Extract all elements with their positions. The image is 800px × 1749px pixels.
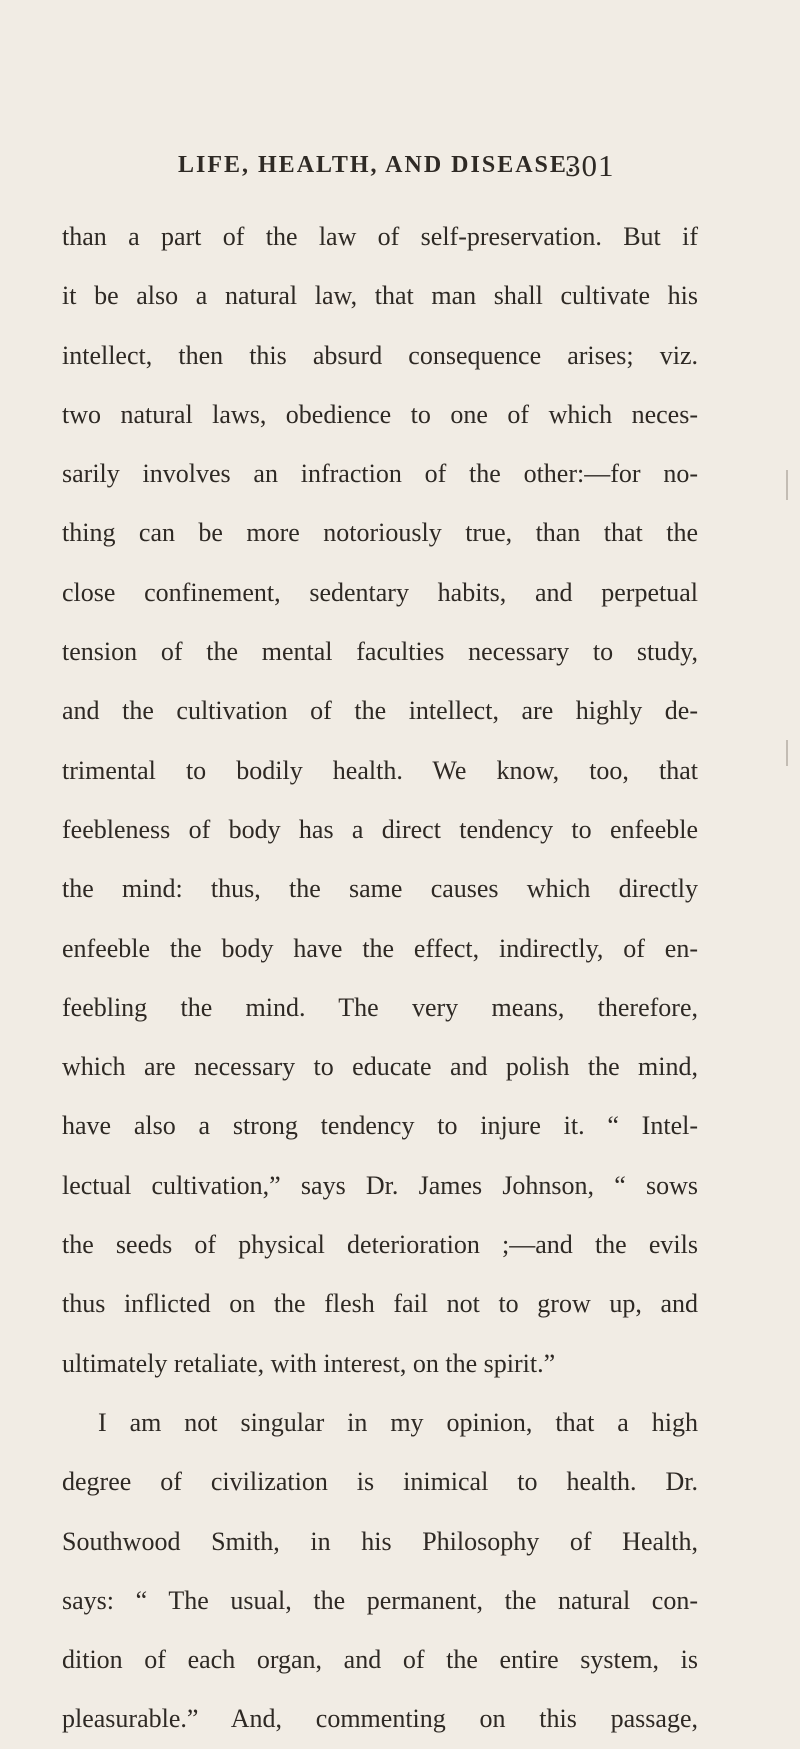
text-line: thing can be more notoriously true, than that the [62, 518, 698, 548]
text-line: trimental to bodily health. We know, too, that [62, 755, 698, 785]
text-line: the mind: thus, the same causes which directly [62, 874, 698, 904]
text-line: feebleness of body has a direct tendency to enfeeble [62, 814, 698, 844]
text-line: close confinement, sedentary habits, and perpetual [62, 577, 698, 607]
text-line: Southwood Smith, in his Philosophy of Health, [62, 1526, 698, 1556]
text-line: sarily involves an infraction of the other:—for no- [62, 459, 698, 489]
text-line: which are necessary to educate and polish the mind, [62, 1052, 698, 1082]
text-line: dition of each organ, and of the entire system, is [62, 1645, 698, 1675]
running-head: LIFE, HEALTH, AND DISEASE. [178, 152, 576, 178]
text-line: pleasurable.” And, commenting on this passage, [62, 1704, 698, 1734]
text-line: lectual cultivation,” says Dr. James Johnson, “ sows [62, 1170, 698, 1200]
text-line: ultimately retaliate, with interest, on the spirit.” [62, 1348, 556, 1378]
text-line: two natural laws, obedience to one of which neces- [62, 399, 698, 429]
text-line: enfeeble the body have the effect, indirectly, of en- [62, 933, 698, 963]
text-line: tension of the mental faculties necessary to study, [62, 637, 698, 667]
paragraph-start-line: I am not singular in my opinion, that a high [98, 1407, 698, 1437]
text-line: than a part of the law of self-preservation. But if [62, 222, 698, 251]
text-line: it be also a natural law, that man shall cultivate his [62, 281, 698, 311]
page-number: 301 [565, 148, 615, 183]
text-line: degree of civilization is inimical to health. Dr. [62, 1467, 698, 1497]
text-line: feebling the mind. The very means, therefore, [62, 992, 698, 1022]
page-edge-mark [786, 740, 788, 766]
text-line: thus inflicted on the flesh fail not to grow up, and [62, 1289, 698, 1319]
text-line: the seeds of physical deterioration ;—and the evils [62, 1230, 698, 1260]
text-line: says: “ The usual, the permanent, the natural con- [62, 1585, 698, 1615]
text-line: intellect, then this absurd consequence arises; viz. [62, 340, 698, 370]
body-text [62, 207, 698, 1749]
text-line: have also a strong tendency to injure it. “ Intel- [62, 1111, 698, 1141]
text-line: and the cultivation of the intellect, are highly de- [62, 696, 698, 726]
page-edge-mark [786, 470, 788, 500]
